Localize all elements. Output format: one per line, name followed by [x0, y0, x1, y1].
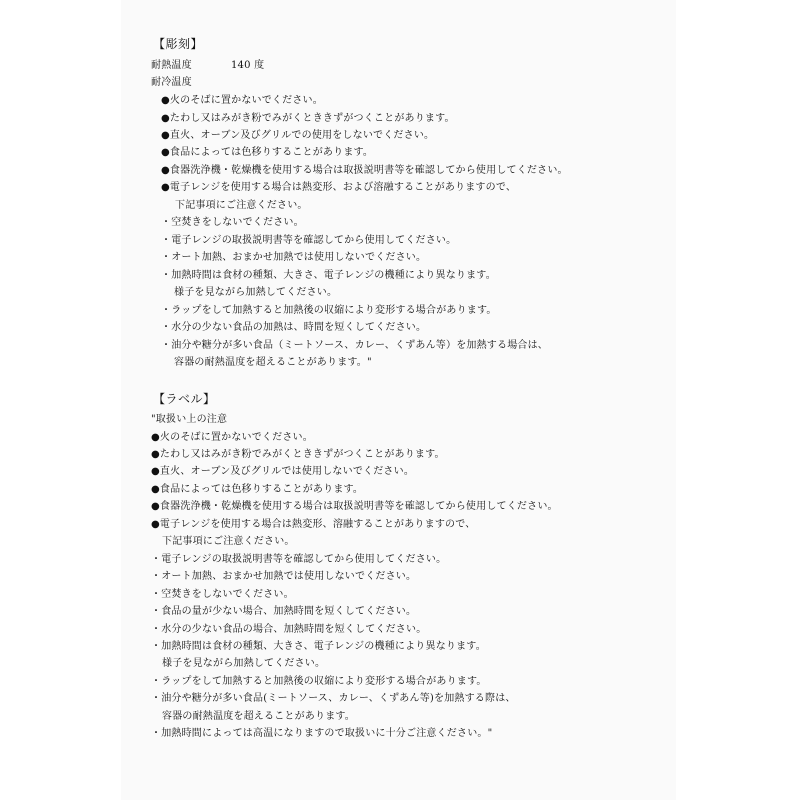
caution-line: ・加熱時間は食材の種類、大きさ、電子レンジの機種により異なります。 [161, 270, 496, 281]
caution-line: ●たわし又はみがき粉でみがくとききずがつくことがあります。 [151, 449, 445, 460]
section-heading-label: 【ラベル】 [153, 392, 216, 406]
section-heading-engraving: 【彫刻】 [153, 37, 204, 51]
caution-line: ●火のそばに置かないでください。 [151, 432, 313, 443]
caution-line: ●たわし又はみがき粉でみがくとききずがつくことがあります。 [161, 113, 455, 124]
heat-resistance-label: 耐熱温度 [151, 60, 192, 71]
caution-line: ・ラップをして加熱すると加熱後の収縮により変形する場合があります。 [151, 676, 487, 687]
caution-line: ・油分や糖分が多い食品(ミートソース、カレー、くずあん等)を加熱する際は、 [151, 693, 516, 704]
caution-line: ・ラップをして加熱すると加熱後の収縮により変形する場合があります。 [161, 305, 497, 316]
caution-line: 様子を見ながら加熱してください。 [174, 287, 338, 298]
caution-line: ・食品の量が少ない場合、加熱時間を短くしてください。 [151, 606, 417, 617]
caution-line: ・空焚きをしないでください。 [161, 217, 304, 228]
caution-line: 下記事項にご注意ください。 [175, 200, 308, 211]
caution-line: ●火のそばに置かないでください。 [161, 95, 323, 106]
caution-line: ・油分や糖分が多い食品（ミートソース、カレー、くずあん等）を加熱する場合は、 [161, 340, 548, 351]
caution-line: ●食器洗浄機・乾燥機を使用する場合は取扱説明書等を確認してから使用してください。 [161, 165, 568, 176]
caution-line: ・加熱時間は食材の種類、大きさ、電子レンジの機種により異なります。 [151, 641, 486, 652]
caution-line: 下記事項にご注意ください。 [162, 536, 295, 547]
caution-line: ・オート加熱、おまかせ加熱では使用しないでください。 [161, 252, 427, 263]
caution-line: ・水分の少ない食品の加熱は、時間を短くしてください。 [161, 322, 427, 333]
caution-line: ・電子レンジの取扱説明書等を確認してから使用してください。 [151, 554, 447, 565]
caution-line: ・オート加熱、おまかせ加熱では使用しないでください。 [151, 571, 417, 582]
caution-line: "取扱い上の注意 [151, 414, 228, 425]
cold-resistance-label: 耐冷温度 [151, 77, 192, 88]
heat-resistance-value: 140 度 [231, 60, 265, 71]
caution-line: ・加熱時間によっては高温になりますので取扱いに十分ご注意ください。" [151, 728, 493, 739]
caution-line: ●食品によっては色移りすることがあります。 [151, 484, 364, 495]
caution-line: ●直火、オーブン及びグリルでの使用をしないでください。 [161, 130, 435, 141]
caution-line: ・水分の少ない食品の場合、加熱時間を短くしてください。 [151, 624, 427, 635]
caution-line: 容器の耐熱温度を超えることがあります。 [162, 711, 355, 722]
caution-line: 様子を見ながら加熱してください。 [162, 658, 326, 669]
caution-line: ●直火、オーブン及びグリルでは使用しないでください。 [151, 466, 415, 477]
caution-line: ・空焚きをしないでください。 [151, 589, 294, 600]
caution-line: ●食器洗浄機・乾燥機を使用する場合は取扱説明書等を確認してから使用してください。 [151, 501, 558, 512]
caution-line: ●電子レンジを使用する場合は熱変形、溶融することがありますので、 [151, 519, 476, 530]
caution-line: ●電子レンジを使用する場合は熱変形、および溶融することがありますので、 [161, 182, 517, 193]
caution-line: ・電子レンジの取扱説明書等を確認してから使用してください。 [161, 235, 457, 246]
caution-line: 容器の耐熱温度を超えることがあります。" [174, 357, 372, 368]
caution-line: ●食品によっては色移りすることがあります。 [161, 147, 374, 158]
